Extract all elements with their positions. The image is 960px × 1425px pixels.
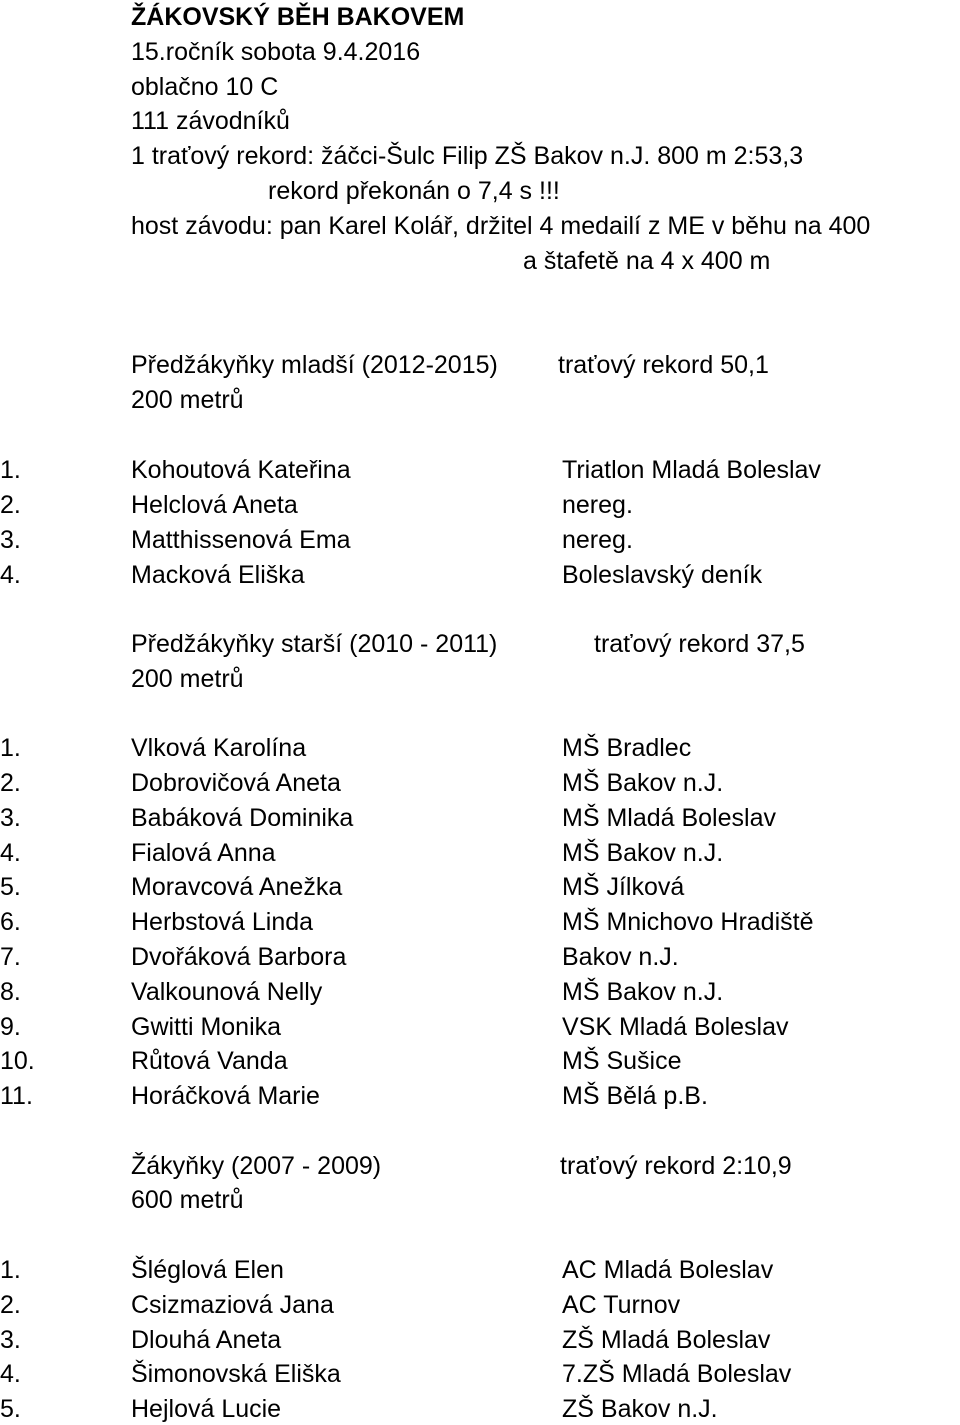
result-rank: 9.	[0, 1013, 21, 1041]
course-record-line: 1 traťový rekord: žáčci-Šulc Filip ZŠ Bakov n.J. 800 m 2:53,3	[131, 142, 804, 170]
result-name: Šléglová Elen	[131, 1256, 284, 1284]
page-title: ŽÁKOVSKÝ BĚH BAKOVEM	[131, 3, 465, 31]
result-club: nereg.	[562, 526, 633, 554]
result-row	[0, 525, 960, 555]
category-distance: 200 metrů	[131, 386, 244, 414]
result-rank: 2.	[0, 769, 21, 797]
result-row	[0, 942, 960, 972]
result-row	[0, 1255, 960, 1285]
category-distance: 600 metrů	[131, 1186, 244, 1214]
category-distance: 200 metrů	[131, 665, 244, 693]
result-club: MŠ Bělá p.B.	[562, 1082, 708, 1110]
result-row	[0, 907, 960, 937]
guest-line: host závodu: pan Karel Kolář, držitel 4 medailí z ME v běhu na 400	[131, 212, 871, 240]
edition-info: 15.ročník sobota 9.4.2016	[131, 38, 421, 66]
record-improved-line: rekord překonán o 7,4 s !!!	[268, 177, 560, 205]
result-club: MŠ Bakov n.J.	[562, 978, 724, 1006]
category-record: traťový rekord 37,5	[594, 630, 805, 658]
result-row	[0, 560, 960, 590]
result-row	[0, 1046, 960, 1076]
participants-count: 111 závodníků	[131, 107, 290, 135]
result-rank: 6.	[0, 908, 21, 936]
result-rank: 11.	[0, 1082, 33, 1110]
result-rank: 3.	[0, 1326, 21, 1354]
result-club: Triatlon Mladá Boleslav	[562, 456, 821, 484]
result-club: AC Mladá Boleslav	[562, 1256, 774, 1284]
result-name: Kohoutová Kateřina	[131, 456, 351, 484]
result-name: Dvořáková Barbora	[131, 943, 347, 971]
result-club: ZŠ Mladá Boleslav	[562, 1326, 771, 1354]
result-name: Šimonovská Eliška	[131, 1360, 341, 1388]
weather-info: oblačno 10 C	[131, 73, 279, 101]
result-club: 7.ZŠ Mladá Boleslav	[562, 1360, 792, 1388]
result-club: nereg.	[562, 491, 633, 519]
result-name: Dlouhá Aneta	[131, 1326, 282, 1354]
category-record: traťový rekord 50,1	[558, 351, 769, 379]
category-name: Předžákyňky mladší (2012-2015)	[131, 351, 498, 379]
result-name: Hejlová Lucie	[131, 1395, 282, 1423]
result-rank: 1.	[0, 456, 21, 484]
result-name: Fialová Anna	[131, 839, 276, 867]
result-rank: 1.	[0, 734, 21, 762]
result-rank: 4.	[0, 1360, 21, 1388]
result-row	[0, 803, 960, 833]
result-name: Vlková Karolína	[131, 734, 307, 762]
result-name: Herbstová Linda	[131, 908, 314, 936]
result-name: Helclová Aneta	[131, 491, 298, 519]
result-club: MŠ Mnichovo Hradiště	[562, 908, 814, 936]
guest-line-continued: a štafetě na 4 x 400 m	[523, 247, 771, 275]
result-rank: 5.	[0, 1395, 21, 1423]
category-name: Žákyňky (2007 - 2009)	[131, 1152, 382, 1180]
result-club: MŠ Bakov n.J.	[562, 839, 724, 867]
result-name: Růtová Vanda	[131, 1047, 288, 1075]
result-rank: 4.	[0, 561, 21, 589]
result-rank: 5.	[0, 873, 21, 901]
result-row	[0, 977, 960, 1007]
result-club: MŠ Bakov n.J.	[562, 769, 724, 797]
result-row	[0, 1394, 960, 1424]
result-club: MŠ Mladá Boleslav	[562, 804, 776, 832]
result-rank: 10.	[0, 1047, 35, 1075]
result-rank: 1.	[0, 1256, 21, 1284]
result-row	[0, 1012, 960, 1042]
result-name: Matthissenová Ema	[131, 526, 351, 554]
result-club: AC Turnov	[562, 1291, 681, 1319]
result-row	[0, 768, 960, 798]
result-row	[0, 1290, 960, 1320]
result-rank: 2.	[0, 1291, 21, 1319]
result-name: Macková Eliška	[131, 561, 305, 589]
result-name: Gwitti Monika	[131, 1013, 282, 1041]
result-rank: 2.	[0, 491, 21, 519]
result-club: Bakov n.J.	[562, 943, 679, 971]
result-row	[0, 733, 960, 763]
result-name: Dobrovičová Aneta	[131, 769, 341, 797]
result-club: VSK Mladá Boleslav	[562, 1013, 789, 1041]
result-rank: 7.	[0, 943, 21, 971]
result-row	[0, 490, 960, 520]
result-club: Boleslavský deník	[562, 561, 763, 589]
result-club: MŠ Bradlec	[562, 734, 692, 762]
result-rank: 3.	[0, 804, 21, 832]
result-club: MŠ Sušice	[562, 1047, 682, 1075]
category-name: Předžákyňky starší (2010 - 2011)	[131, 630, 498, 658]
result-row	[0, 1359, 960, 1389]
result-rank: 3.	[0, 526, 21, 554]
result-club: MŠ Jílková	[562, 873, 685, 901]
result-name: Horáčková Marie	[131, 1082, 320, 1110]
result-name: Csizmaziová Jana	[131, 1291, 334, 1319]
result-name: Moravcová Anežka	[131, 873, 343, 901]
result-row	[0, 872, 960, 902]
result-row	[0, 1081, 960, 1111]
result-name: Valkounová Nelly	[131, 978, 323, 1006]
result-rank: 4.	[0, 839, 21, 867]
result-name: Babáková Dominika	[131, 804, 354, 832]
result-row	[0, 838, 960, 868]
result-row	[0, 455, 960, 485]
result-row	[0, 1325, 960, 1355]
category-record: traťový rekord 2:10,9	[560, 1152, 792, 1180]
result-rank: 8.	[0, 978, 21, 1006]
result-club: ZŠ Bakov n.J.	[562, 1395, 718, 1423]
